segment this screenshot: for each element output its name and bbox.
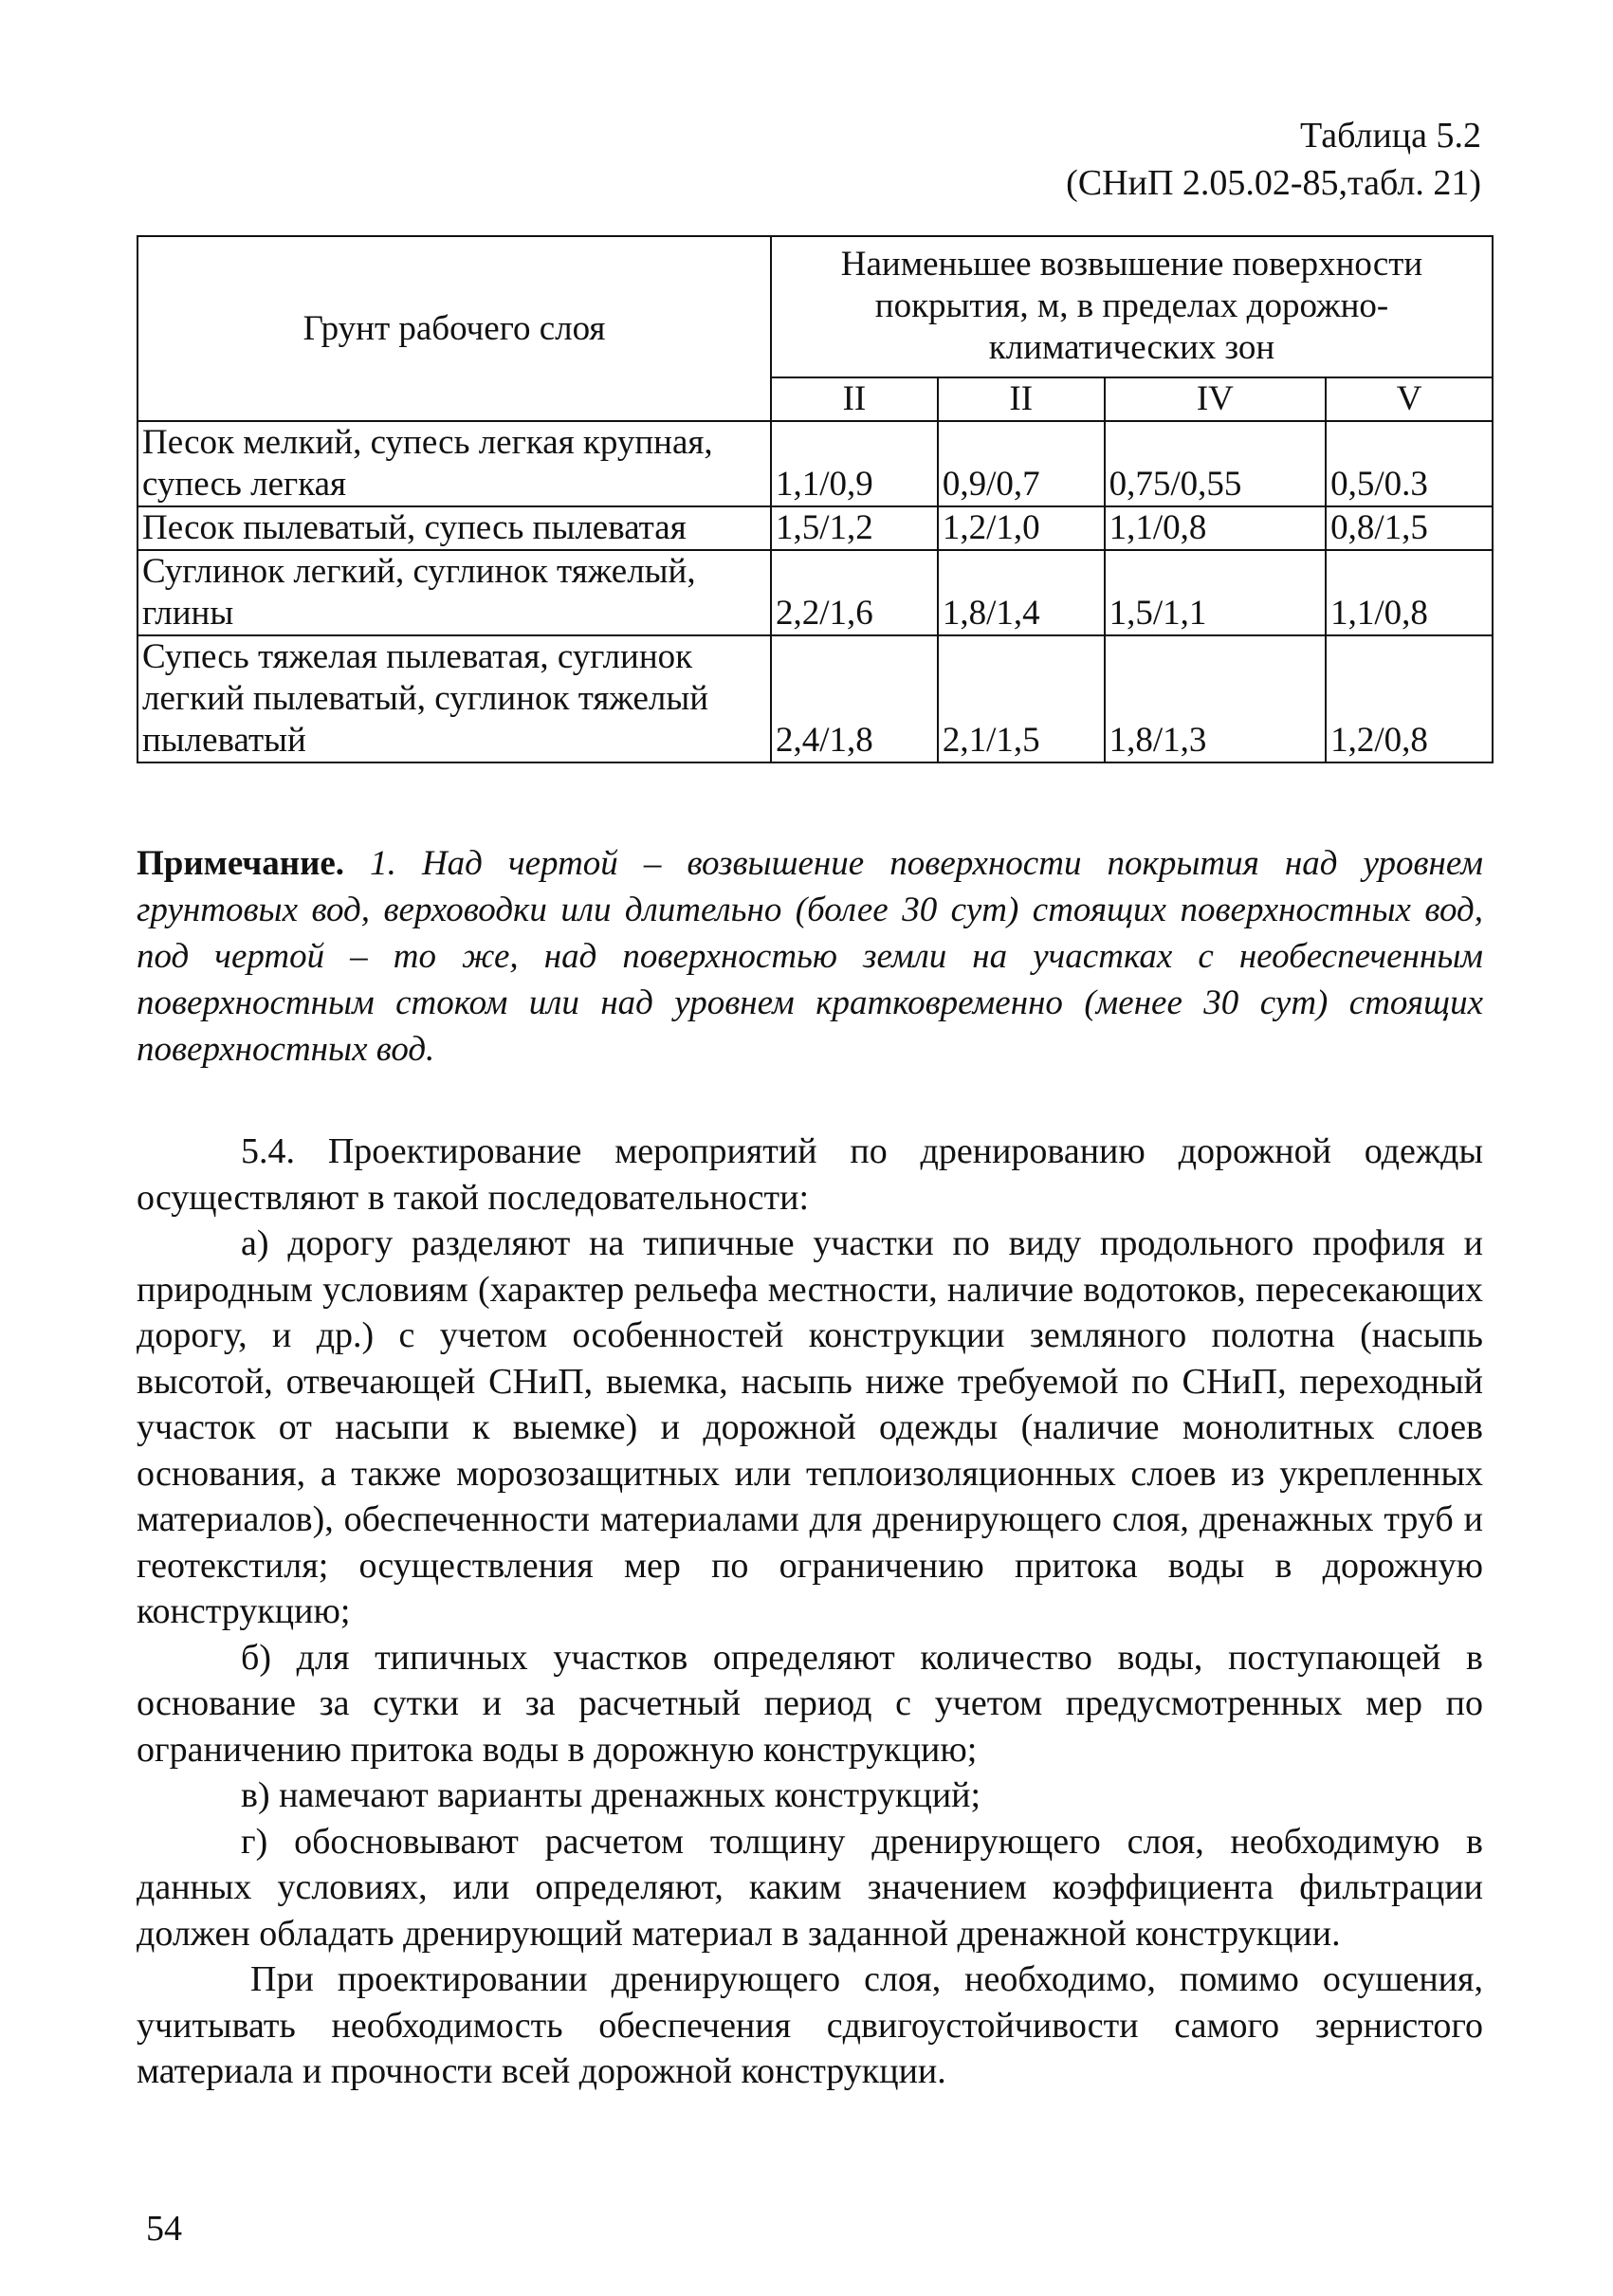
elevation-value: 1,2/0,8 bbox=[1326, 635, 1493, 762]
page-number: 54 bbox=[146, 2209, 182, 2249]
paragraph-a: а) дорогу разделяют на типичные участки по виду продольного профиля и природным условиям (характер рельефа местности, наличие водотоков, пересекающих дорогу, и др.) с учетом особенностей конструкции земляного полотна (насыпь высотой, отвечающей СНиП, выемка, насыпь ниже требуемой по СНиП, переходный участок от насыпи к выемке) и дорожной одежды (наличие монолитных слоев основания, а также морозозащитных или теплоизоляционных слоев из укрепленных материалов), обеспеченности материалами для дренирующего слоя, дренажных труб и геотекстиля; осуществления мер по ограничению притока воды в дорожную конструкцию; bbox=[137, 1223, 1483, 1631]
elevation-value: 0,5/0.3 bbox=[1326, 421, 1493, 506]
zone-header: V bbox=[1326, 377, 1493, 421]
elevation-value: 1,8/1,3 bbox=[1105, 635, 1327, 762]
table-row bbox=[137, 421, 1493, 506]
elevation-value: 0,8/1,5 bbox=[1326, 506, 1493, 550]
note-text: 1. Над чертой – возвышение поверхности покрытия над уровнем грунтовых вод, верховодки или длительно (более 30 сут) стоящих поверхностных вод, под чертой – то же, над поверхностью земли на участках с необеспеченным поверхностным стоком или над уровнем кратковременно (менее 30 сут) стоящих поверхностных вод. bbox=[137, 844, 1484, 1069]
elevation-value: 1,2/1,0 bbox=[938, 506, 1105, 550]
soil-name: Песок пылеватый, супесь пылеватая bbox=[137, 506, 771, 550]
paragraph-v: в) намечают варианты дренажных конструкций; bbox=[241, 1775, 981, 1815]
elevation-value: 2,2/1,6 bbox=[771, 550, 938, 635]
section-5-4 bbox=[137, 1129, 1483, 2095]
table-caption-title: Таблица 5.2 bbox=[1299, 116, 1481, 156]
soil-elevation-table bbox=[137, 235, 1494, 763]
elevation-value: 0,75/0,55 bbox=[1105, 421, 1327, 506]
soil-name: Песок мелкий, супесь легкая крупная, супесь легкая bbox=[137, 421, 771, 506]
table-caption bbox=[1066, 112, 1481, 207]
table-note bbox=[137, 840, 1483, 1073]
table-row bbox=[137, 506, 1493, 550]
elevation-value: 1,5/1,1 bbox=[1105, 550, 1327, 635]
elevation-value: 2,4/1,8 bbox=[771, 635, 938, 762]
header-zones: Наименьшее возвышение поверхности покрытия, м, в пределах дорожно-климатических зон bbox=[771, 236, 1493, 377]
zone-header: IV bbox=[1105, 377, 1327, 421]
soil-name: Суглинок легкий, суглинок тяжелый, глины bbox=[137, 550, 771, 635]
soil-name: Супесь тяжелая пылеватая, суглинок легкий пылеватый, суглинок тяжелый пылеватый bbox=[137, 635, 771, 762]
elevation-value: 2,1/1,5 bbox=[938, 635, 1105, 762]
paragraph-g: г) обосновывают расчетом толщину дренирующего слоя, необходимую в данных условиях, или определяют, каким значением коэффициента фильтрации должен обладать дренирующий материал в заданной дренажной конструкции. bbox=[137, 1821, 1483, 1954]
elevation-value: 1,1/0,8 bbox=[1326, 550, 1493, 635]
elevation-value: 1,8/1,4 bbox=[938, 550, 1105, 635]
paragraph-final: При проектировании дренирующего слоя, необходимо, помимо осушения, учитывать необходимость обеспечения сдвигоустойчивости самого зернистого материала и прочности всей дорожной конструкции. bbox=[137, 1959, 1483, 2091]
elevation-value: 1,1/0,8 bbox=[1105, 506, 1327, 550]
zone-header: II bbox=[938, 377, 1105, 421]
table-caption-source: (СНиП 2.05.02-85,табл. 21) bbox=[1066, 163, 1481, 203]
elevation-value: 0,9/0,7 bbox=[938, 421, 1105, 506]
paragraph-5-4: 5.4. Проектирование мероприятий по дренированию дорожной одежды осуществляют в такой последовательности: bbox=[137, 1131, 1483, 1218]
note-label: Примечание. bbox=[137, 844, 345, 883]
table-header-row bbox=[137, 236, 1493, 377]
elevation-value: 1,5/1,2 bbox=[771, 506, 938, 550]
table-row bbox=[137, 550, 1493, 635]
paragraph-b: б) для типичных участков определяют количество воды, поступающей в основание за сутки и за расчетный период с учетом предусмотренных мер по ограничению притока воды в дорожную конструкцию; bbox=[137, 1637, 1483, 1770]
elevation-value: 1,1/0,9 bbox=[771, 421, 938, 506]
header-soil: Грунт рабочего слоя bbox=[137, 236, 771, 421]
zone-header: II bbox=[771, 377, 938, 421]
table-row bbox=[137, 635, 1493, 762]
